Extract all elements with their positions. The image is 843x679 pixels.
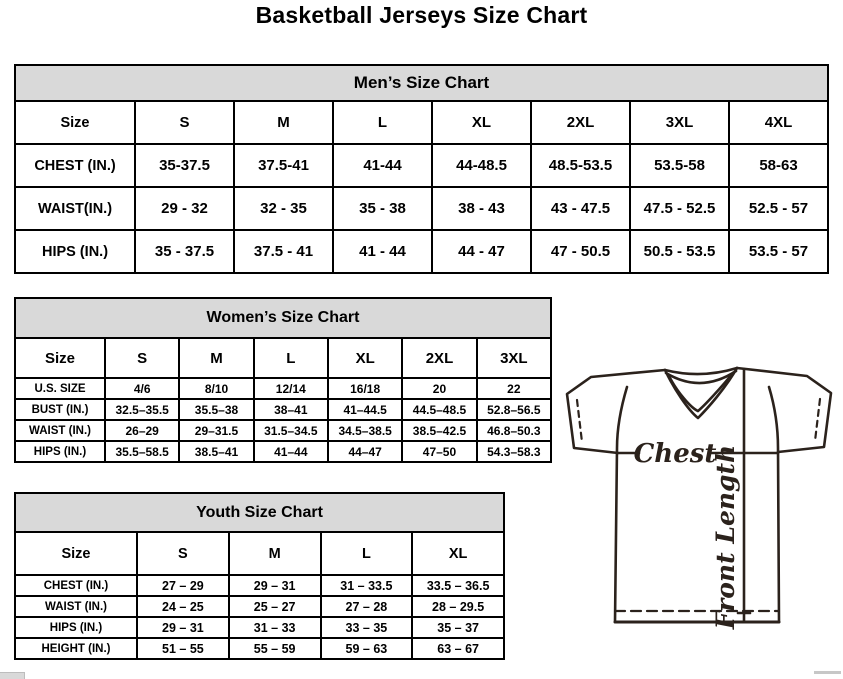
size-row-label-header: Size	[15, 101, 135, 144]
size-column-header: M	[234, 101, 333, 144]
measurement-row	[15, 230, 828, 273]
measurement-value: 37.5 - 41	[234, 230, 333, 273]
measurement-value: 41 - 44	[333, 230, 432, 273]
measurement-label: BUST (IN.)	[15, 399, 105, 420]
measurement-value: 34.5–38.5	[328, 420, 402, 441]
size-column-header: 3XL	[477, 338, 551, 378]
measurement-value: 53.5 - 57	[729, 230, 828, 273]
mens-size-table	[14, 100, 829, 274]
measurement-value: 29 - 32	[135, 187, 234, 230]
measurement-value: 29–31.5	[179, 420, 253, 441]
size-column-header: 2XL	[531, 101, 630, 144]
measurement-value: 35 - 38	[333, 187, 432, 230]
measurement-label: CHEST (IN.)	[15, 575, 137, 596]
size-column-header: M	[229, 532, 321, 575]
size-column-header: S	[135, 101, 234, 144]
measurement-value: 8/10	[179, 378, 253, 399]
measurement-value: 29 – 31	[137, 617, 229, 638]
page-title: Basketball Jerseys Size Chart	[255, 2, 588, 28]
measurement-value: 50.5 - 53.5	[630, 230, 729, 273]
size-column-header: M	[179, 338, 253, 378]
jersey-right-side	[769, 387, 779, 622]
measurement-value: 48.5-53.5	[531, 144, 630, 187]
measurement-value: 37.5-41	[234, 144, 333, 187]
chest-label: Chest	[633, 439, 717, 469]
jersey-measurement-diagram	[557, 361, 839, 633]
scrollbar-fragment-left	[0, 672, 25, 679]
measurement-value: 47.5 - 52.5	[630, 187, 729, 230]
size-header-row	[15, 101, 828, 144]
measurement-row	[15, 187, 828, 230]
measurement-value: 53.5-58	[630, 144, 729, 187]
size-header-row	[15, 532, 504, 575]
size-row-label-header: Size	[15, 532, 137, 575]
collar-top-curve	[665, 368, 737, 374]
jersey-right-sleeve	[737, 368, 831, 452]
size-column-header: L	[321, 532, 413, 575]
measurement-label: WAIST(IN.)	[15, 187, 135, 230]
measurement-value: 4/6	[105, 378, 179, 399]
measurement-value: 46.8–50.3	[477, 420, 551, 441]
measurement-value: 44 - 47	[432, 230, 531, 273]
measurement-value: 28 – 29.5	[412, 596, 504, 617]
measurement-value: 44–47	[328, 441, 402, 462]
measurement-value: 54.3–58.3	[477, 441, 551, 462]
measurement-value: 41–44.5	[328, 399, 402, 420]
size-column-header: 4XL	[729, 101, 828, 144]
measurement-value: 38–41	[254, 399, 328, 420]
womens-chart-title: Women’s Size Chart	[14, 297, 552, 339]
measurement-value: 35-37.5	[135, 144, 234, 187]
size-column-header: XL	[412, 532, 504, 575]
size-column-header: L	[333, 101, 432, 144]
measurement-label: HIPS (IN.)	[15, 441, 105, 462]
jersey-outline-icon	[557, 361, 839, 633]
measurement-label: CHEST (IN.)	[15, 144, 135, 187]
size-column-header: 3XL	[630, 101, 729, 144]
measurement-row	[15, 575, 504, 596]
measurement-label: HEIGHT (IN.)	[15, 638, 137, 659]
youth-size-table	[14, 531, 505, 660]
measurement-value: 38.5–41	[179, 441, 253, 462]
measurement-row	[15, 617, 504, 638]
measurement-value: 41–44	[254, 441, 328, 462]
mens-chart-title: Men’s Size Chart	[14, 64, 829, 102]
measurement-value: 52.5 - 57	[729, 187, 828, 230]
measurement-label: HIPS (IN.)	[15, 230, 135, 273]
measurement-row	[15, 378, 551, 399]
measurement-value: 26–29	[105, 420, 179, 441]
measurement-value: 59 – 63	[321, 638, 413, 659]
measurement-value: 38 - 43	[432, 187, 531, 230]
measurement-value: 33.5 – 36.5	[412, 575, 504, 596]
youth-size-chart	[14, 492, 505, 660]
size-header-row	[15, 338, 551, 378]
measurement-value: 31 – 33.5	[321, 575, 413, 596]
measurement-row	[15, 638, 504, 659]
measurement-row	[15, 596, 504, 617]
measurement-row	[15, 144, 828, 187]
measurement-value: 27 – 28	[321, 596, 413, 617]
measurement-value: 51 – 55	[137, 638, 229, 659]
size-column-header: L	[254, 338, 328, 378]
youth-chart-title: Youth Size Chart	[14, 492, 505, 533]
measurement-value: 24 – 25	[137, 596, 229, 617]
front-length-label: Front Length	[711, 444, 740, 630]
size-column-header: S	[137, 532, 229, 575]
measurement-value: 22	[477, 378, 551, 399]
mens-size-chart	[14, 64, 829, 274]
measurement-value: 32.5–35.5	[105, 399, 179, 420]
measurement-value: 16/18	[328, 378, 402, 399]
measurement-value: 35 – 37	[412, 617, 504, 638]
measurement-value: 20	[402, 378, 476, 399]
measurement-value: 47 - 50.5	[531, 230, 630, 273]
size-row-label-header: Size	[15, 338, 105, 378]
measurement-value: 32 - 35	[234, 187, 333, 230]
womens-size-table	[14, 337, 552, 463]
measurement-value: 27 – 29	[137, 575, 229, 596]
size-column-header: S	[105, 338, 179, 378]
measurement-value: 29 – 31	[229, 575, 321, 596]
measurement-value: 43 - 47.5	[531, 187, 630, 230]
measurement-label: HIPS (IN.)	[15, 617, 137, 638]
size-column-header: XL	[432, 101, 531, 144]
measurement-value: 31.5–34.5	[254, 420, 328, 441]
measurement-value: 44-48.5	[432, 144, 531, 187]
measurement-value: 38.5–42.5	[402, 420, 476, 441]
measurement-value: 25 – 27	[229, 596, 321, 617]
measurement-value: 35 - 37.5	[135, 230, 234, 273]
measurement-value: 35.5–58.5	[105, 441, 179, 462]
measurement-value: 31 – 33	[229, 617, 321, 638]
measurement-value: 35.5–38	[179, 399, 253, 420]
measurement-value: 41-44	[333, 144, 432, 187]
size-column-header: 2XL	[402, 338, 476, 378]
right-cuff-stitch-dashes	[815, 399, 820, 441]
measurement-row	[15, 420, 551, 441]
measurement-label: WAIST (IN.)	[15, 596, 137, 617]
measurement-value: 47–50	[402, 441, 476, 462]
measurement-row	[15, 441, 551, 462]
measurement-row	[15, 399, 551, 420]
measurement-value: 12/14	[254, 378, 328, 399]
scrollbar-fragment-right	[814, 671, 841, 674]
measurement-label: WAIST (IN.)	[15, 420, 105, 441]
size-column-header: XL	[328, 338, 402, 378]
measurement-value: 44.5–48.5	[402, 399, 476, 420]
measurement-value: 52.8–56.5	[477, 399, 551, 420]
womens-size-chart	[14, 297, 552, 463]
measurement-value: 55 – 59	[229, 638, 321, 659]
left-cuff-stitch-dashes	[577, 400, 582, 442]
measurement-value: 63 – 67	[412, 638, 504, 659]
measurement-label: U.S. SIZE	[15, 378, 105, 399]
measurement-value: 58-63	[729, 144, 828, 187]
jersey-left-side	[615, 387, 627, 622]
measurement-value: 33 – 35	[321, 617, 413, 638]
